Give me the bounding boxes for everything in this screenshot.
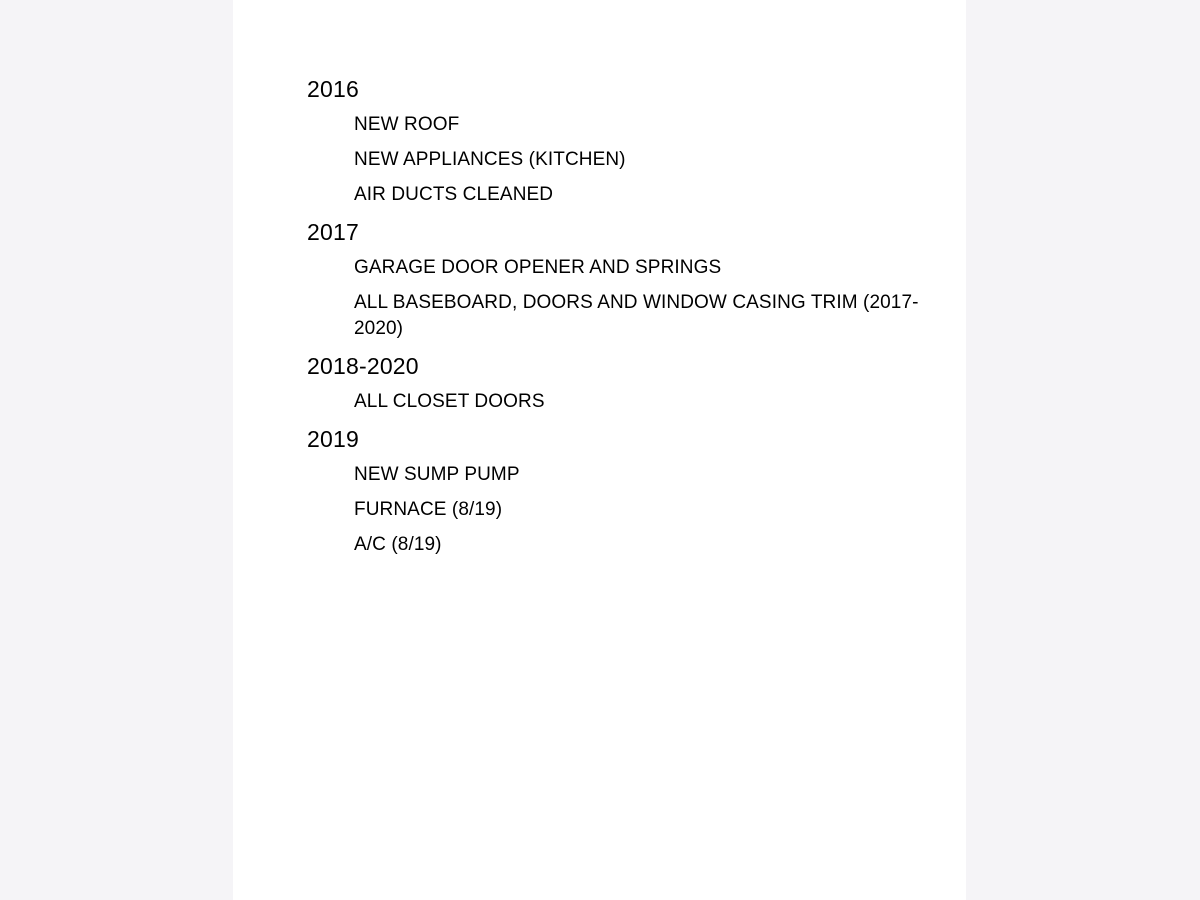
list-item: AIR DUCTS CLEANED	[354, 184, 554, 205]
year-heading: 2016	[307, 76, 359, 102]
year-heading: 2019	[307, 426, 359, 452]
item-list	[307, 255, 927, 342]
list-item: GARAGE DOOR OPENER AND SPRINGS	[354, 257, 722, 278]
list-item: A/C (8/19)	[354, 534, 442, 555]
year-section-2018-2020	[307, 351, 927, 415]
list-item: NEW APPLIANCES (KITCHEN)	[354, 149, 626, 170]
list-item: FURNACE (8/19)	[354, 499, 503, 520]
year-section-2017	[307, 217, 927, 342]
item-list	[307, 462, 927, 558]
item-list	[307, 112, 927, 208]
list-item: NEW SUMP PUMP	[354, 464, 520, 485]
year-section-2019	[307, 424, 927, 558]
list-item: ALL CLOSET DOORS	[354, 391, 545, 412]
year-heading: 2018-2020	[307, 353, 419, 379]
document-page	[233, 0, 966, 900]
item-list	[307, 389, 927, 415]
list-item: NEW ROOF	[354, 114, 460, 135]
document-content	[307, 74, 927, 567]
list-item: ALL BASEBOARD, DOORS AND WINDOW CASING TRIM (2017-2020)	[354, 292, 919, 339]
year-heading: 2017	[307, 219, 359, 245]
year-section-2016	[307, 74, 927, 208]
